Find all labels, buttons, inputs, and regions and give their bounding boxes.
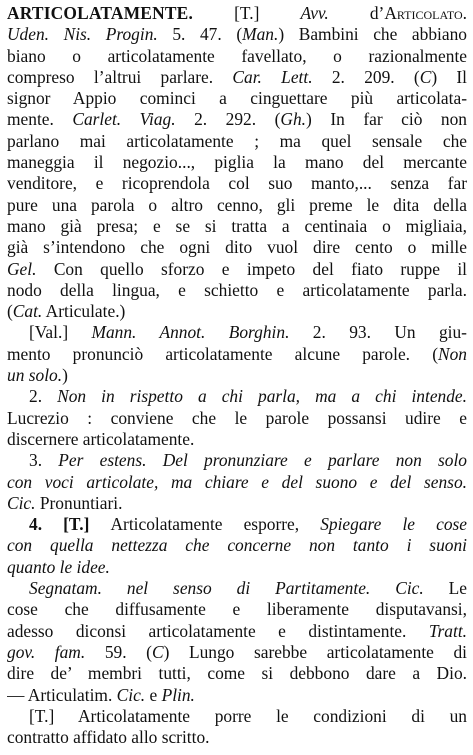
entry-line [7, 386, 467, 407]
entry-text-segment: parlano mai articolatamente ; ma quel sensale che [7, 130, 467, 151]
entry-text-segment: Con quello sforzo e impeto del fiato ruppe il [36, 258, 467, 279]
entry-line [7, 173, 467, 194]
entry-text-segment: Spiegare le cose [320, 514, 467, 535]
entry-text-segment: cose che diffusamente e liberamente disputavansi, [7, 599, 467, 620]
entry-line [7, 131, 467, 152]
entry-text-segment: C [151, 641, 164, 662]
entry-line [7, 557, 467, 578]
entry-text-segment: Plin. [161, 684, 195, 705]
entry-line [7, 301, 467, 322]
entry-text-segment: Non [438, 343, 467, 364]
entry-text-segment: Le [423, 578, 467, 599]
entry-text-segment: ) In far ciò non [306, 109, 467, 130]
entry-line [7, 152, 467, 173]
entry-text-segment: Car. Lett. [232, 66, 313, 87]
entry-text-segment: ) [62, 365, 68, 386]
entry-line [7, 621, 467, 642]
entry-text-segment: Avv. [300, 3, 329, 23]
entry-text-segment: Non in rispetto a chi parla, ma a chi intende. [57, 386, 467, 407]
entry-text-segment: 2. 292. ( [175, 109, 281, 130]
entry-text-segment: Carlet. Viag. [72, 109, 176, 130]
entry-text-segment: Cic. [116, 684, 146, 705]
entry-line [7, 24, 467, 45]
entry-line [7, 408, 467, 429]
entry-text-segment: con quella nettezza che concerne non tanto i suoni [7, 535, 467, 556]
entry-text-segment: già s’intendono che ogni dito vuol dire cento o mille [7, 237, 467, 258]
entry-text-segment: discernere articolatamente. [7, 428, 195, 449]
entry-line [7, 642, 467, 663]
entry-text-segment: mano già presa; e se si tratta a centinaia o migliaia, [7, 215, 467, 236]
entry-text-segment: Pronuntiari. [35, 492, 123, 513]
entry-text-segment: . [462, 3, 467, 23]
entry-text-segment: Man. [242, 24, 279, 45]
entry-line [7, 280, 467, 301]
entry-line [7, 450, 467, 471]
entry-line [7, 3, 467, 24]
entry-text-segment: maneggia il negozio..., piglia la mano del mercante [7, 152, 467, 173]
entry-line [7, 365, 467, 386]
entry-text-segment: ) Bambini che abbiano [278, 24, 467, 45]
entry-text-segment: con voci articolate, ma chiare e del suono e del senso. [7, 471, 467, 492]
entry-line [7, 663, 467, 684]
entry-text-segment: dire de’ membri tutti, come si debbono dare a Dio. [7, 663, 467, 684]
entry-text-segment [370, 578, 395, 598]
entry-line [7, 599, 467, 620]
entry-text-segment: contratto affidato allo scritto. [7, 727, 210, 748]
entry-text-segment: adesso diconsi articolatamente e distintamente. [7, 620, 429, 641]
entry-line [7, 109, 467, 130]
entry-text-segment: signor Appio cominci a cinguettare più articolata- [7, 88, 467, 109]
entry-text-segment: Articolato [384, 3, 463, 23]
entry-text-segment: quanto le idee. [7, 556, 110, 577]
entry-text-segment: Uden. Nis. Progin. [7, 24, 158, 45]
entry-text-segment: 4. [T.] [29, 514, 111, 535]
entry-text-segment: d’ [328, 3, 385, 23]
entry-line [7, 88, 467, 109]
entry-line [7, 259, 467, 280]
entry-text-segment: Per estens. Del pronunziare e parlare non solo [58, 450, 467, 471]
entry-text-segment: Cat. [12, 301, 43, 322]
entry-line [7, 706, 467, 727]
entry-text-segment: [T.] [193, 3, 301, 23]
entry-text-segment: Lucrezio : conviene che le parole possansi udire e [7, 407, 467, 428]
entry-text-segment: Cic. [7, 492, 36, 513]
entry-text-segment: — Articulatim. [7, 684, 117, 705]
entry-line [7, 493, 467, 514]
entry-text-segment: Articulate.) [42, 301, 126, 322]
entry-text-segment: biano o articolatamente favellato, o razionalmente [7, 45, 467, 66]
entry-line [7, 472, 467, 493]
entry-text-segment: e [145, 684, 162, 705]
entry-line [7, 535, 467, 556]
entry-line [7, 514, 467, 535]
entry-text-segment: pure una parola o altro cenno, gli preme le dita della [7, 194, 467, 215]
entry-text-segment: 59. ( [85, 641, 152, 662]
entry-text-segment: mente. [7, 109, 73, 130]
entry-text-segment: Gh. [280, 109, 307, 130]
entry-text-segment: gov. fam. [7, 641, 86, 662]
entry-text-segment: 2. [29, 386, 58, 407]
entry-text-segment: Tratt. [428, 620, 467, 641]
entry-text-segment: Mann. Annot. Borghin. [91, 322, 290, 343]
entry-text-segment: C [419, 66, 432, 87]
entry-text-segment: un solo. [7, 365, 63, 386]
entry-line [7, 216, 467, 237]
entry-line [7, 578, 467, 599]
entry-text-segment: nodo della lingua, e schietto e articolatamente parla. [7, 279, 467, 300]
entry-text-segment: ) Lungo sarebbe articolatamente di [163, 641, 467, 662]
entry-line [7, 195, 467, 216]
entry-text-segment: 5. 47. ( [157, 24, 243, 45]
entry-line [7, 46, 467, 67]
entry-text-segment: 2. 209. ( [312, 66, 420, 87]
entry-headword: ARTICOLATAMENTE. [7, 3, 194, 23]
entry-text-segment: [T.] Articolatamente porre le condizioni di un [29, 705, 467, 726]
entry-line [7, 727, 467, 748]
entry-line [7, 429, 467, 450]
entry-line [7, 67, 467, 88]
entry-text-segment: mento pronunciò articolatamente alcune parole. ( [7, 343, 438, 364]
entry-text-segment: compreso l’altrui parlare. [7, 66, 233, 87]
entry-text-segment: ( [7, 301, 13, 322]
entry-text-segment: 3. [29, 450, 59, 471]
entry-line [7, 237, 467, 258]
entry-text-segment: ) Il [431, 66, 467, 87]
entry-line [7, 344, 467, 365]
entry-text-segment: Gel. [7, 258, 37, 279]
entry-line [7, 685, 467, 706]
entry-text-segment: venditore, e ricoprendola col suo manto,... senza far [7, 173, 467, 194]
entry-text-segment: 2. 93. Un giu- [289, 322, 467, 343]
entry-text-segment: Articolatamente esporre, [110, 514, 321, 535]
entry-line [7, 322, 467, 343]
entry-text-segment: Segnatam. nel senso di Partitamente. [29, 578, 371, 599]
entry-text-segment: Cic. [395, 578, 424, 599]
entry-text-segment: [Val.] [29, 322, 92, 343]
